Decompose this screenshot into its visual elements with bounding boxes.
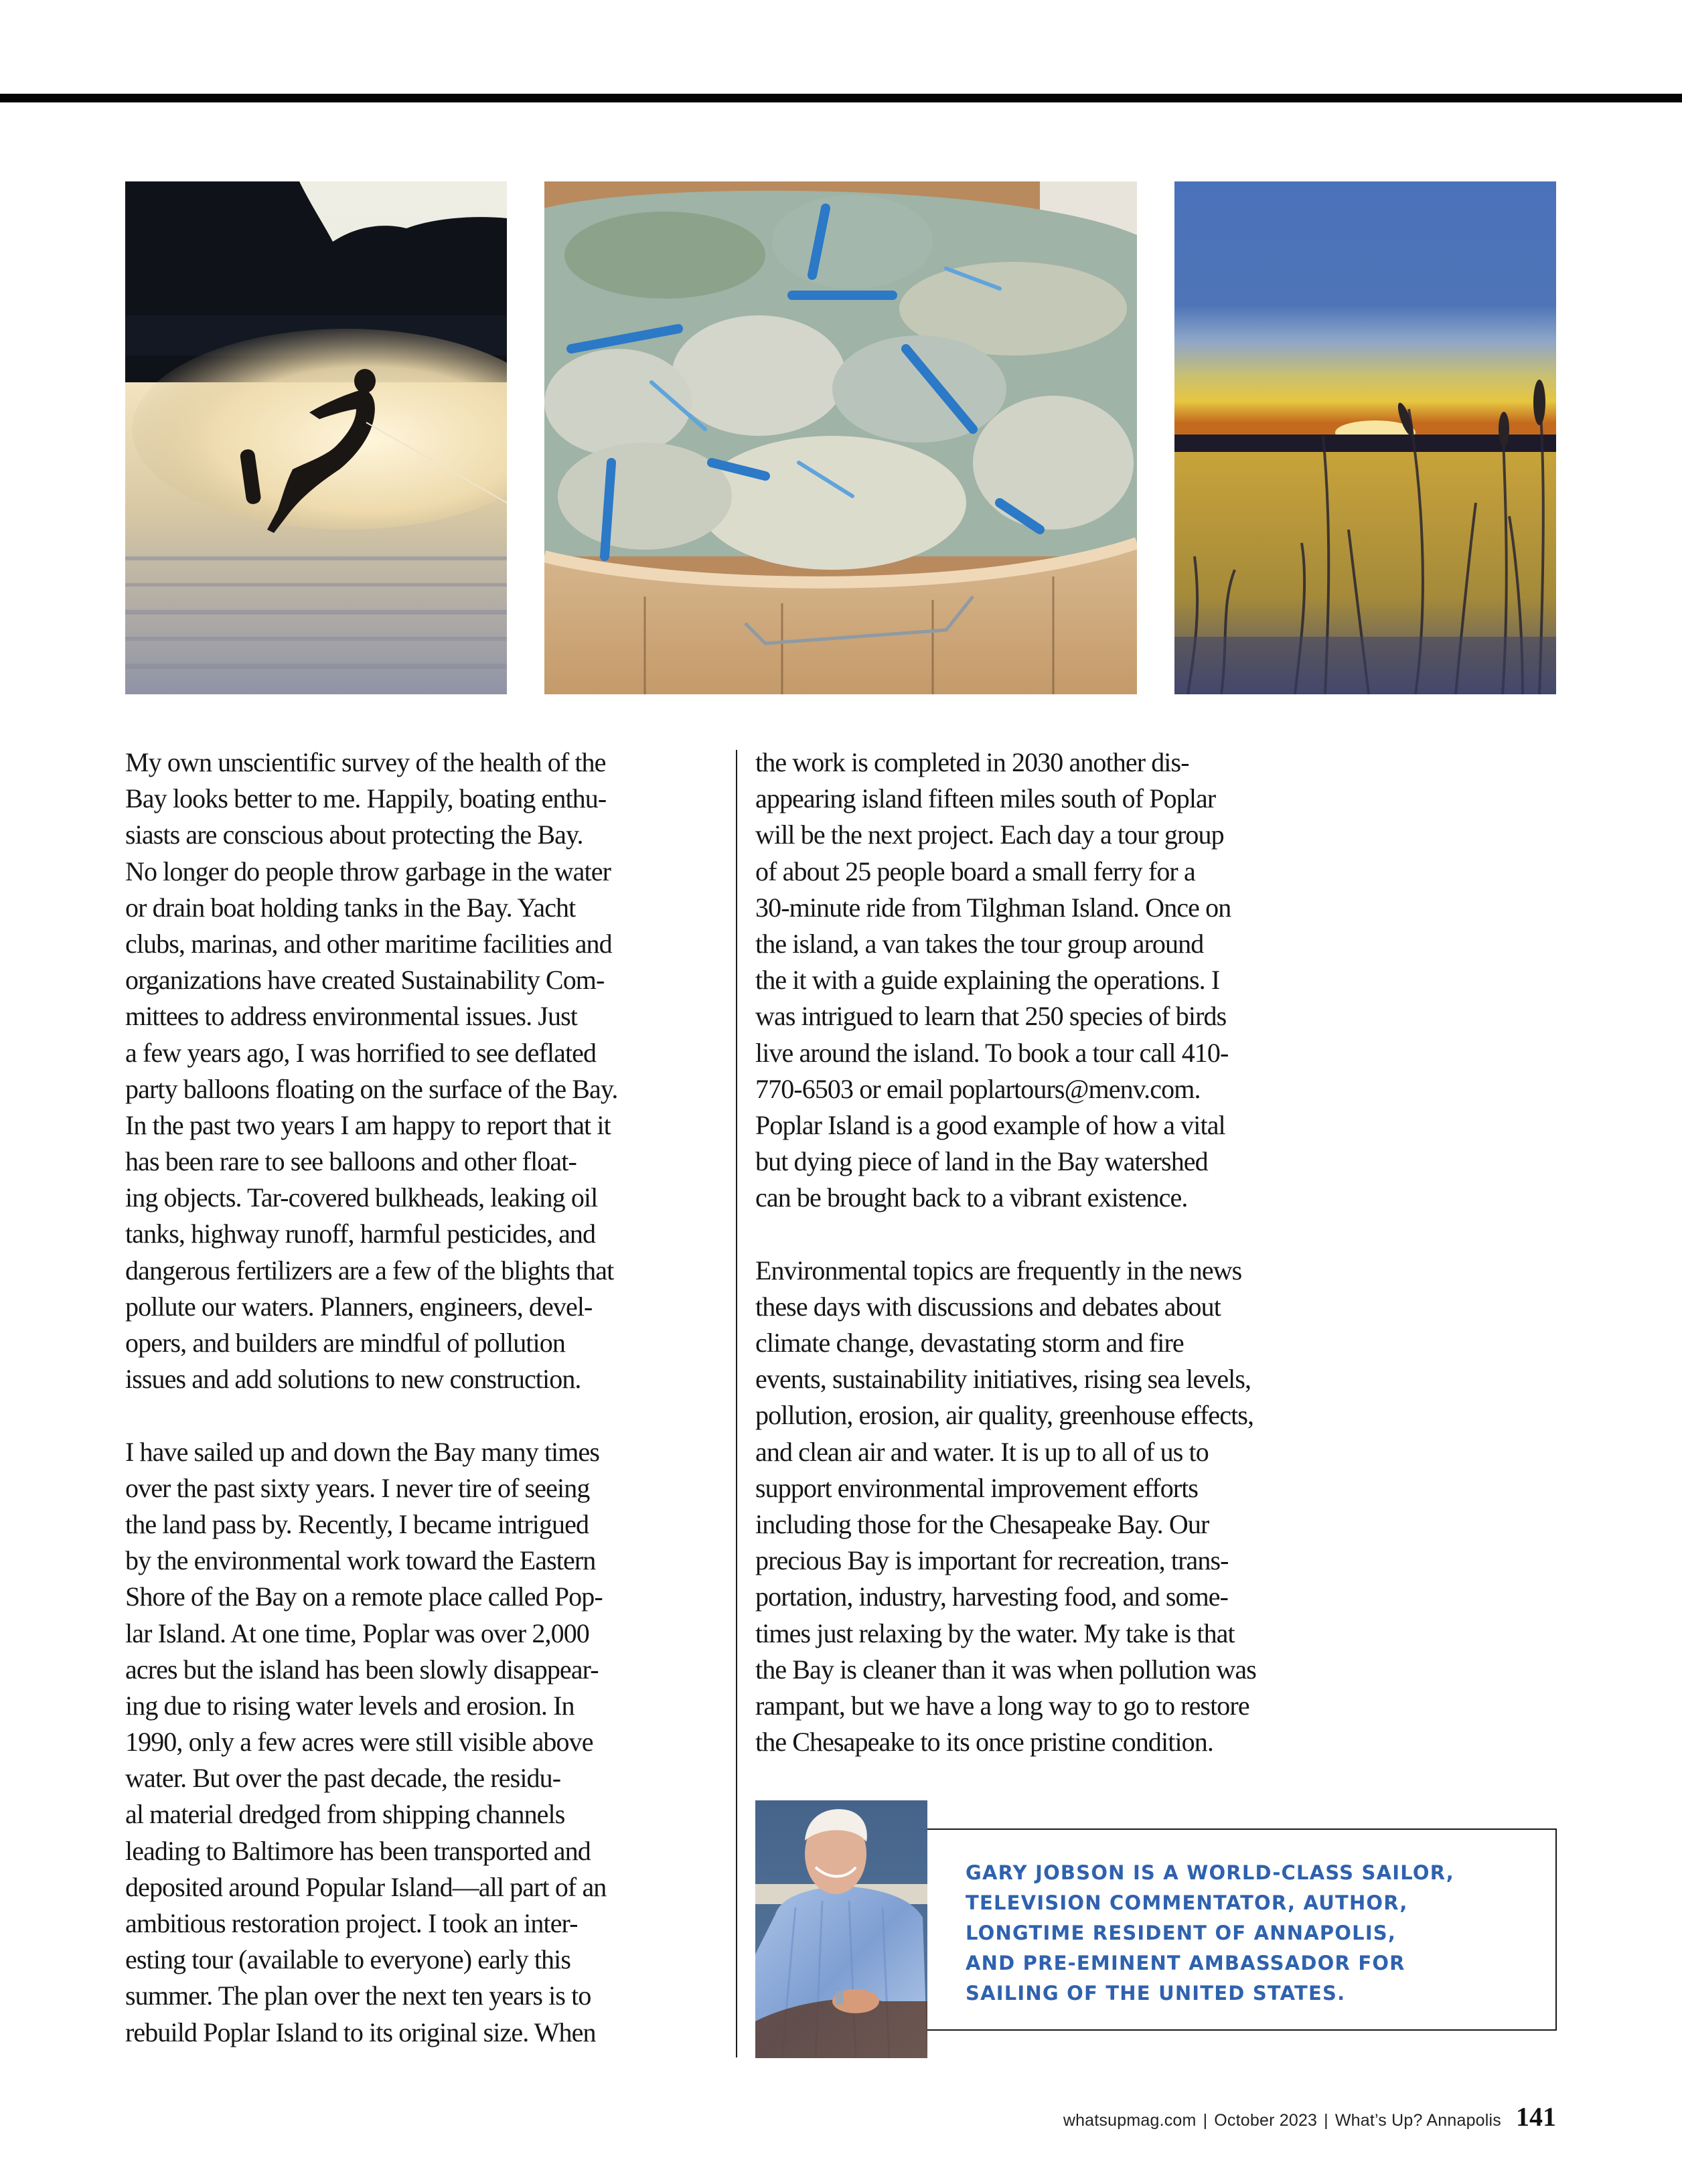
article-paragraph bbox=[125, 1434, 714, 2051]
text-line: rebuild Poplar Island to its original size. When bbox=[125, 2017, 596, 2047]
text-line: including those for the Chesapeake Bay. Our bbox=[755, 1508, 1209, 1539]
text-line: ambitious restoration project. I took an inter- bbox=[125, 1908, 578, 1938]
text-line: summer. The plan over the next ten years is to bbox=[125, 1980, 591, 2011]
text-line: over the past sixty years. I never tire of seeing bbox=[125, 1472, 590, 1503]
page-footer bbox=[1063, 2101, 1556, 2134]
blue-crabs-basket-photo bbox=[544, 181, 1137, 694]
text-line: times just relaxing by the water. My take is that bbox=[755, 1618, 1235, 1648]
text-line: tanks, highway runoff, harmful pesticides, and bbox=[125, 1219, 596, 1249]
text-line: 30-minute ride from Tilghman Island. Once on bbox=[755, 892, 1231, 923]
text-line: appearing island fifteen miles south of Poplar bbox=[755, 783, 1216, 814]
footer-website-link[interactable]: whatsupmag.com bbox=[1063, 2111, 1197, 2130]
text-line: and clean air and water. It is up to all of us to bbox=[755, 1436, 1209, 1467]
text-line: 1990, only a few acres were still visible above bbox=[125, 1727, 593, 1758]
text-line: portation, industry, harvesting food, and some- bbox=[755, 1581, 1229, 1612]
text-line: dangerous fertilizers are a few of the blights that bbox=[125, 1255, 614, 1285]
text-line: events, sustainability initiatives, rising sea levels, bbox=[755, 1364, 1251, 1395]
text-line: pollution, erosion, air quality, greenhouse effects, bbox=[755, 1400, 1254, 1431]
text-line: or drain boat holding tanks in the Bay. Yacht bbox=[125, 892, 576, 923]
text-line: the work is completed in 2030 another dis- bbox=[755, 747, 1189, 777]
text-line: these days with discussions and debates about bbox=[755, 1291, 1221, 1322]
bio-line: SAILING OF THE UNITED STATES. bbox=[966, 1982, 1346, 2005]
text-line: Environmental topics are frequently in the news bbox=[755, 1255, 1242, 1285]
text-line: My own unscientific survey of the health of the bbox=[125, 747, 606, 777]
text-line: organizations have created Sustainability Com- bbox=[125, 965, 605, 996]
author-bio-text bbox=[966, 1858, 1454, 2009]
paragraph-gap bbox=[125, 1397, 714, 1433]
text-line: climate change, devastating storm and fire bbox=[755, 1328, 1184, 1358]
author-bio-box bbox=[927, 1828, 1557, 2031]
text-line: but dying piece of land in the Bay watershed bbox=[755, 1146, 1208, 1177]
text-line: Poplar Island is a good example of how a vital bbox=[755, 1109, 1225, 1140]
text-line: clubs, marinas, and other maritime facilities and bbox=[125, 928, 612, 959]
text-line: 770-6503 or email poplartours@menv.com. bbox=[755, 1073, 1201, 1104]
text-line: al material dredged from shipping channels bbox=[125, 1799, 565, 1830]
text-line: has been rare to see balloons and other float- bbox=[125, 1146, 577, 1177]
text-line: ing objects. Tar-covered bulkheads, leaking oil bbox=[125, 1182, 598, 1213]
text-line: the Chesapeake to its once pristine condition. bbox=[755, 1727, 1213, 1758]
text-line: issues and add solutions to new construction. bbox=[125, 1364, 581, 1395]
article-column-right bbox=[755, 745, 1358, 1760]
text-line: the land pass by. Recently, I became intrigued bbox=[125, 1508, 589, 1539]
bio-line: LONGTIME RESIDENT OF ANNAPOLIS, bbox=[966, 1922, 1397, 1944]
text-line: the Bay is cleaner than it was when pollution was bbox=[755, 1654, 1256, 1685]
text-line: pollute our waters. Planners, engineers, devel- bbox=[125, 1291, 593, 1322]
footer-separator: | bbox=[1324, 2111, 1328, 2130]
text-line: live around the island. To book a tour call 410- bbox=[755, 1037, 1229, 1068]
text-line: Bay looks better to me. Happily, boating enthu- bbox=[125, 783, 607, 814]
text-line: by the environmental work toward the Eastern bbox=[125, 1545, 596, 1576]
paragraph-gap bbox=[755, 1216, 1358, 1252]
footer-publication: What’s Up? Annapolis bbox=[1334, 2111, 1501, 2130]
text-line: Shore of the Bay on a remote place called Pop- bbox=[125, 1581, 603, 1612]
water-skier-photo bbox=[125, 181, 507, 694]
author-photo bbox=[755, 1800, 927, 2058]
footer-info bbox=[1063, 2111, 1501, 2130]
article-paragraph bbox=[755, 745, 1358, 1216]
text-line: precious Bay is important for recreation, trans- bbox=[755, 1545, 1229, 1576]
text-line: acres but the island has been slowly disappear- bbox=[125, 1654, 599, 1685]
text-line: will be the next project. Each day a tour group bbox=[755, 820, 1224, 850]
article-column-left bbox=[125, 745, 714, 2051]
bio-line: GARY JOBSON IS A WORLD-CLASS SAILOR, bbox=[966, 1861, 1455, 1884]
bay-sunset-photo bbox=[1174, 181, 1556, 694]
footer-issue-date: October 2023 bbox=[1214, 2111, 1318, 2130]
text-line: rampant, but we have a long way to go to restore bbox=[755, 1690, 1249, 1721]
text-line: the island, a van takes the tour group around bbox=[755, 928, 1204, 959]
text-line: opers, and builders are mindful of pollution bbox=[125, 1328, 565, 1358]
text-line: In the past two years I am happy to report that it bbox=[125, 1109, 611, 1140]
top-rule bbox=[0, 94, 1682, 102]
text-line: a few years ago, I was horrified to see deflated bbox=[125, 1037, 597, 1068]
text-line: party balloons floating on the surface of the Bay. bbox=[125, 1073, 618, 1104]
article-paragraph bbox=[755, 1253, 1358, 1761]
article-paragraph bbox=[125, 745, 714, 1397]
text-line: was intrigued to learn that 250 species of birds bbox=[755, 1001, 1227, 1032]
text-line: I have sailed up and down the Bay many times bbox=[125, 1436, 599, 1467]
text-line: the it with a guide explaining the operations. I bbox=[755, 965, 1220, 996]
text-line: can be brought back to a vibrant existence. bbox=[755, 1182, 1188, 1213]
text-line: support environmental improvement efforts bbox=[755, 1472, 1199, 1503]
footer-separator: | bbox=[1203, 2111, 1208, 2130]
text-line: esting tour (available to everyone) early this bbox=[125, 1944, 571, 1975]
text-line: deposited around Popular Island—all part of an bbox=[125, 1871, 607, 1902]
text-line: leading to Baltimore has been transported and bbox=[125, 1835, 591, 1866]
text-line: siasts are conscious about protecting the Bay. bbox=[125, 820, 583, 850]
text-line: of about 25 people board a small ferry for a bbox=[755, 856, 1195, 886]
text-line: ing due to rising water levels and erosion. In bbox=[125, 1690, 575, 1721]
text-line: water. But over the past decade, the residu- bbox=[125, 1763, 561, 1794]
text-line: No longer do people throw garbage in the water bbox=[125, 856, 611, 886]
column-divider bbox=[736, 750, 737, 2057]
bio-line: TELEVISION COMMENTATOR, AUTHOR, bbox=[966, 1891, 1408, 1914]
bio-line: AND PRE-EMINENT AMBASSADOR FOR bbox=[966, 1952, 1405, 1974]
page-number: 141 bbox=[1516, 2102, 1556, 2132]
text-line: lar Island. At one time, Poplar was over 2,000 bbox=[125, 1618, 589, 1648]
text-line: mittees to address environmental issues. Just bbox=[125, 1001, 577, 1032]
